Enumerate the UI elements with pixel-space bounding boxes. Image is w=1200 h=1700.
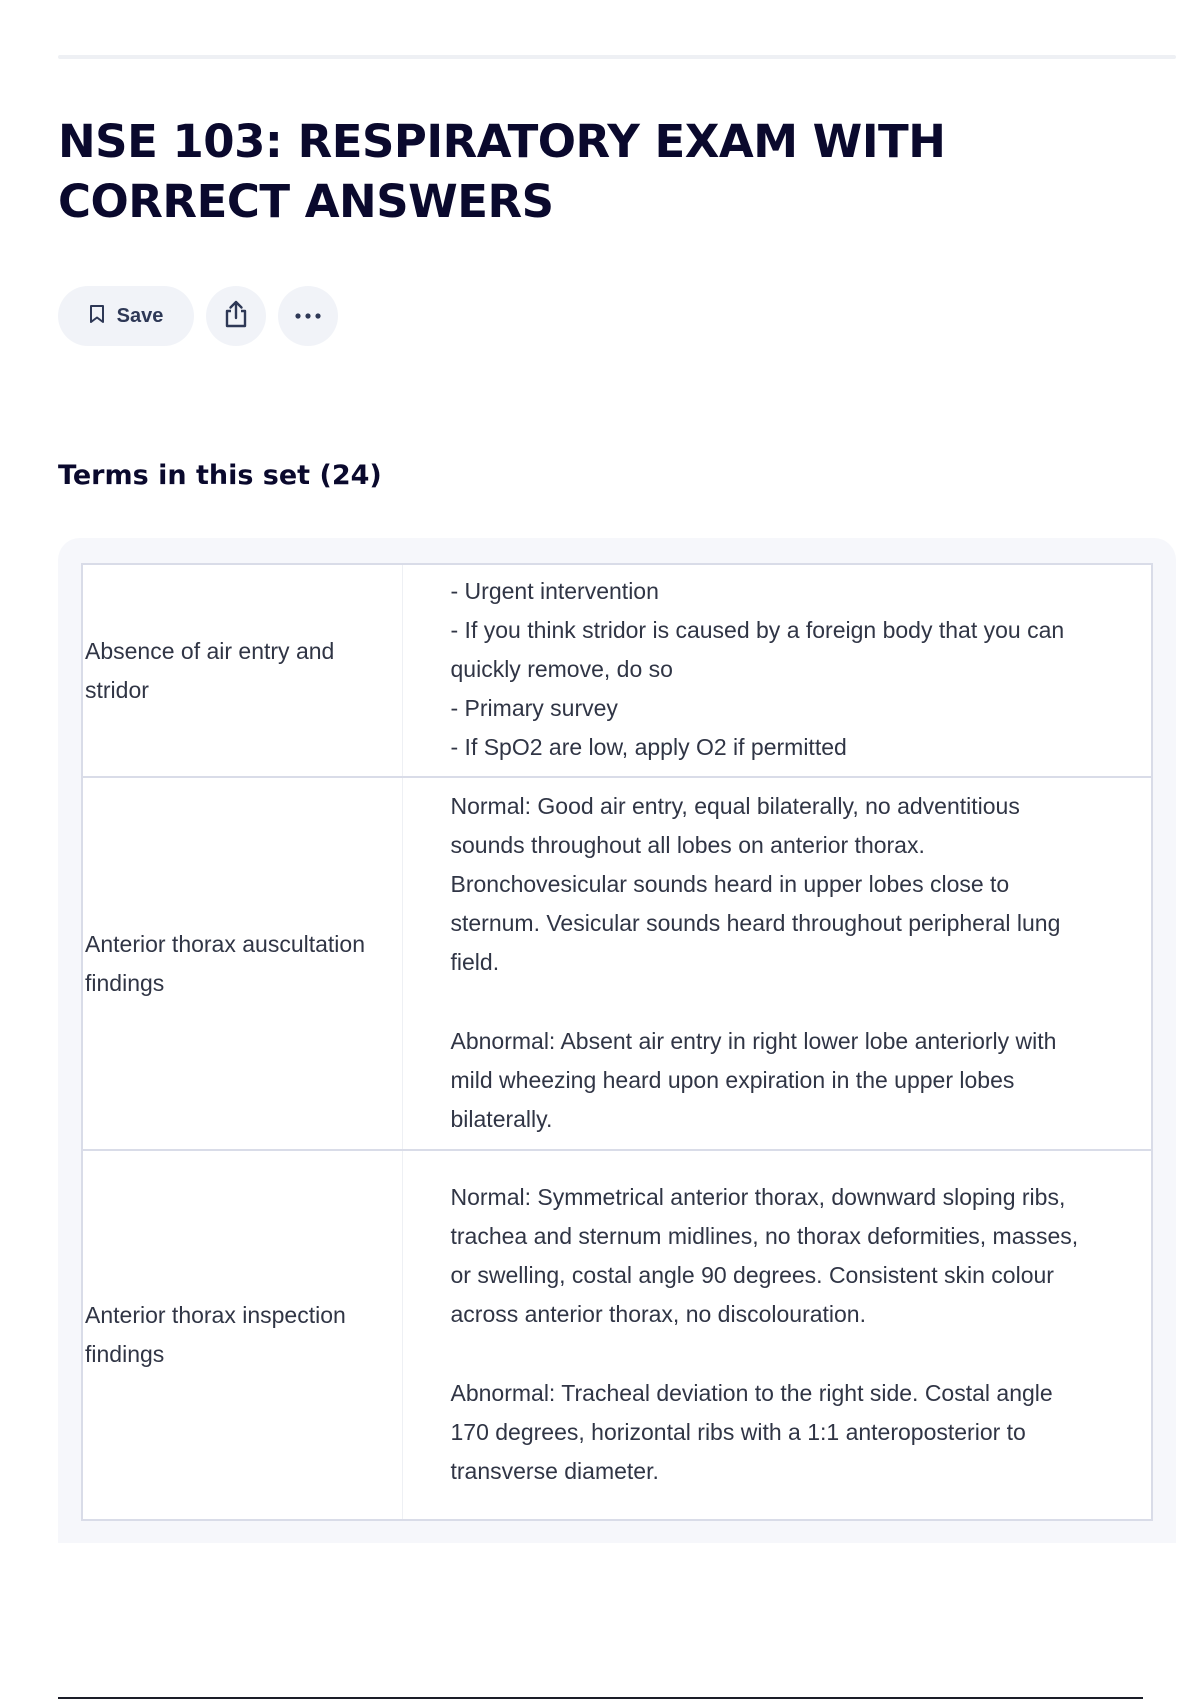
share-button[interactable] — [206, 286, 266, 346]
more-icon — [294, 307, 322, 325]
definition-paragraph: Abnormal: Tracheal deviation to the right side. Costal angle 170 degrees, horizontal ribs with a 1:1 anteroposterior to transverse diameter. — [450, 1379, 1053, 1484]
action-bar — [58, 286, 338, 346]
share-icon — [223, 299, 249, 334]
definition-line: - Urgent intervention — [450, 578, 659, 604]
definition-paragraph: Normal: Good air entry, equal bilaterally, no adventitious sounds throughout all lobes on anterior thorax. Bronchovesicular sounds heard in upper lobes close to sternum. Vesicular sounds heard throughout peripheral lung field. — [450, 792, 1061, 975]
definition-line: - If you think stridor is caused by a foreign body that you can quickly remove, do so — [450, 617, 1065, 682]
page-title: NSE 103: RESPIRATORY EXAM WITH CORRECT ANSWERS — [58, 115, 946, 228]
save-label: Save — [116, 304, 164, 327]
terms-table — [81, 563, 1153, 1521]
table-row — [82, 1150, 1152, 1520]
save-button[interactable] — [58, 286, 194, 346]
term-cell: Anterior thorax auscultation findings — [82, 777, 402, 1150]
term-cell: Absence of air entry and stridor — [82, 564, 402, 777]
definition-paragraph: Abnormal: Absent air entry in right lower lobe anteriorly with mild wheezing heard upon expiration in the upper lobes bilaterally. — [450, 1027, 1057, 1132]
definition-cell — [402, 1150, 1152, 1520]
table-row — [82, 564, 1152, 777]
definition-cell — [402, 564, 1152, 777]
bookmark-icon — [89, 304, 105, 329]
more-options-button[interactable] — [278, 286, 338, 346]
bottom-divider — [58, 1697, 1143, 1699]
definition-paragraph: Normal: Symmetrical anterior thorax, downward sloping ribs, trachea and sternum midlines, no thorax deformities, masses, or swelling, costal angle 90 degrees. Consistent skin colour across anterior thorax, no discolouration. — [450, 1183, 1079, 1327]
definition-cell — [402, 777, 1152, 1150]
terms-heading: Terms in this set (24) — [58, 460, 382, 491]
term-cell: Anterior thorax inspection findings — [82, 1150, 402, 1520]
top-divider — [58, 55, 1176, 59]
table-row — [82, 777, 1152, 1150]
definition-line: - If SpO2 are low, apply O2 if permitted — [450, 734, 847, 760]
terms-card — [58, 538, 1176, 1543]
definition-line: - Primary survey — [450, 695, 618, 721]
